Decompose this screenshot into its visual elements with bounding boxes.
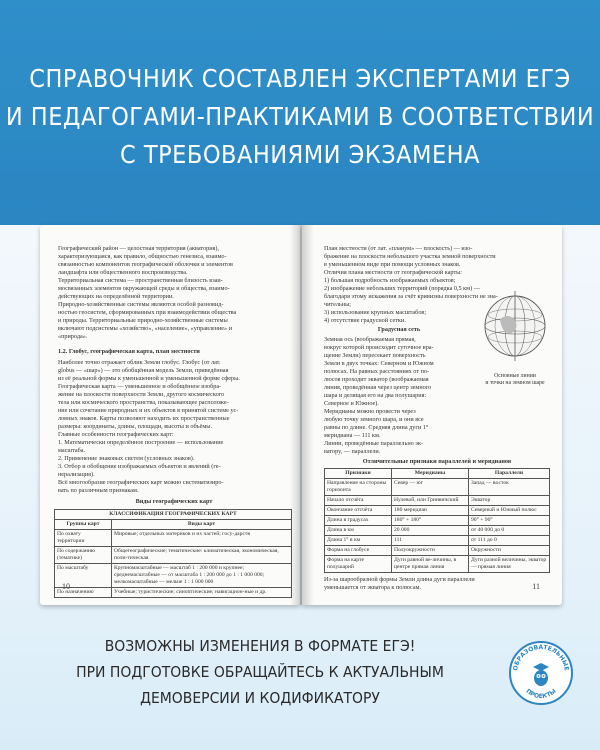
right-grid-text bbox=[324, 336, 474, 456]
text-line: включают подсистемы «хозяйство», «население», «управление» и bbox=[58, 325, 233, 332]
text-line: 2. Применение знаковых систем (условных знаков). bbox=[58, 455, 195, 462]
text-line: Из-за шарообразной формы Земли длина дуги параллели bbox=[324, 576, 475, 583]
text-line: ватору, — параллели. bbox=[324, 448, 381, 455]
badge-text-bottom: ПРОЕКТЫ bbox=[524, 687, 558, 701]
text-line: бражение на плоскости небольшого участка земной поверхности bbox=[324, 253, 496, 260]
table-cell: Длина 1° в км bbox=[325, 536, 392, 546]
table-cell: Длина в градусах bbox=[325, 516, 392, 526]
badge-text-top: ОБРАЗОВАТЕЛЬНЫЕ bbox=[512, 643, 570, 672]
text-line: Земли в двух точках: Северном и Южном bbox=[324, 360, 434, 367]
text-line: вокруг которой происходит суточное вра- bbox=[324, 344, 434, 351]
table-row bbox=[325, 496, 550, 506]
text-line: Главные особенности географических карт: bbox=[58, 431, 174, 438]
right-page bbox=[302, 225, 562, 605]
right-subtitle: Градусная сеть bbox=[377, 326, 421, 333]
meridian-parallel-table bbox=[324, 468, 550, 573]
text-line: тела или космического пространства, показывающее расположе- bbox=[58, 399, 229, 406]
text-line: вать по различным признакам. bbox=[58, 487, 139, 494]
text-line: Отличия плана местности от географической карты: bbox=[324, 269, 463, 276]
table-cell: По охвату территории bbox=[55, 530, 112, 547]
text-line: линия, проведённая через центр земного bbox=[324, 384, 432, 391]
text-line: люсов проходит экватор (воображаемая bbox=[324, 376, 429, 383]
table-cell: Мировые; отдельных материков и их частей; госу-дарств bbox=[112, 530, 292, 547]
table-cell: Форма на карте полушарий bbox=[325, 556, 392, 573]
text-line: шара и делящая его на два полушария: bbox=[324, 392, 427, 399]
text-line: 1) большая подробность изображаемых объектов; bbox=[324, 277, 456, 284]
table-row bbox=[55, 564, 292, 588]
text-line: «природа». bbox=[58, 333, 88, 340]
globe-icon bbox=[478, 289, 552, 363]
owl-icon bbox=[533, 663, 549, 686]
text-line: из её реальной формы к уменьшенной и уменьшенной форме сферы. bbox=[58, 375, 240, 382]
headline-line: И ПЕДАГОГАМИ-ПРАКТИКАМИ В СООТВЕТСТВИИ bbox=[5, 102, 595, 131]
open-book bbox=[40, 225, 562, 613]
text-line: масштаба. bbox=[58, 447, 86, 454]
table-cell: Северный и Южный полюс bbox=[469, 506, 550, 516]
table-row bbox=[55, 530, 292, 547]
table-row bbox=[55, 588, 292, 598]
text-line: Географическая карта — уменьшенное и обобщённое изобра- bbox=[58, 383, 222, 390]
table-cell: Начало отсчёта bbox=[325, 496, 392, 506]
headline-line: С ТРЕБОВАНИЯМИ ЭКЗАМЕНА bbox=[120, 140, 480, 169]
text-line: Всё многообразие географических карт можно систематизиро- bbox=[58, 479, 224, 486]
text-line: План местности (от лат. «планум» — плоскость) — изо- bbox=[324, 245, 473, 252]
table-cell: 111 bbox=[392, 536, 469, 546]
table-cell: Нулевой, или Гринвичский bbox=[392, 496, 469, 506]
text-line: Земная ось (воображаемая прямая, bbox=[324, 336, 416, 343]
text-line: нерализация). bbox=[58, 471, 95, 478]
table-row bbox=[325, 536, 550, 546]
publisher-badge bbox=[508, 640, 574, 706]
table-row bbox=[325, 556, 550, 573]
text-line: ностью геосистем, сформированных при взаимодействии общества bbox=[58, 309, 237, 316]
left-section-title: 1.2. Глобус, географическая карта, план местности bbox=[58, 348, 200, 355]
page-number: 10 bbox=[62, 582, 70, 591]
table-cell: Окружности bbox=[469, 546, 550, 556]
globe-caption-line: Основные линии bbox=[494, 373, 536, 379]
left-table-caption: Виды географических карт bbox=[135, 498, 213, 505]
table-cell: По содержанию (тематике) bbox=[55, 547, 112, 564]
table-cell: Длина в км bbox=[325, 526, 392, 536]
table-cell: Полуокружности bbox=[392, 546, 469, 556]
text-line: 4) отсутствие градусной сетки. bbox=[324, 317, 406, 324]
book-gutter bbox=[290, 225, 314, 605]
table-header: Меридианы bbox=[392, 469, 469, 479]
text-line: globus — «шар») — это обобщённая модель Земли, приведённая bbox=[58, 367, 229, 374]
text-line: 3) использование крупных масштабов; bbox=[324, 309, 427, 316]
table-header: Группы карт bbox=[55, 520, 112, 530]
table-cell: Экватор bbox=[469, 496, 550, 506]
table-cell: от 111 до 0 bbox=[469, 536, 550, 546]
text-line: чительны; bbox=[324, 301, 351, 308]
text-line: размеры: координаты, длины, площади, высоты и объёмы. bbox=[58, 423, 212, 430]
text-line: равны по длине. Средняя длина дуги 1° bbox=[324, 424, 429, 431]
table-header: Параллели bbox=[469, 469, 550, 479]
text-line: любую точку земного шара, и они все bbox=[324, 416, 424, 423]
text-line: Территориальная система — пространственная близость взаи- bbox=[58, 277, 223, 284]
table-row bbox=[325, 526, 550, 536]
text-line: 3. Отбор и обобщение изображаемых объектов и явлений (ге- bbox=[58, 463, 221, 470]
table-row bbox=[325, 516, 550, 526]
map-classification-table bbox=[54, 509, 292, 598]
notice-line: ВОЗМОЖНЫ ИЗМЕНЕНИЯ В ФОРМАТЕ ЕГЭ! bbox=[104, 637, 416, 655]
table-cell: Учебные; туристические; синоптические; навигацион-ные и др. bbox=[112, 588, 292, 598]
headline bbox=[0, 60, 600, 174]
text-line: 1. Математически определённое построение — использование bbox=[58, 439, 224, 446]
text-line: Географический район — целостная территория (акватория), bbox=[58, 245, 219, 252]
table-row bbox=[325, 479, 550, 496]
text-line: ловных знаков. Карты позволяют находить их пространственные bbox=[58, 415, 230, 422]
notice-line: ДЕМОВЕРСИИ И КОДИФИКАТОРУ bbox=[140, 689, 380, 707]
text-line: уменьшается от экватора к полюсам. bbox=[324, 584, 422, 591]
table-cell: Общегеографические; тематические: климатическая, экономическая, поли-тическая bbox=[112, 547, 292, 564]
bottom-notice bbox=[0, 633, 520, 711]
table-cell: от 40 000 до 0 bbox=[469, 526, 550, 536]
table-row bbox=[325, 506, 550, 516]
text-line: характеризующаяся, как правило, общностью генезиса, взаимо- bbox=[58, 253, 227, 260]
text-line: Линии, проведённые параллельно эк- bbox=[324, 440, 424, 447]
table-row bbox=[325, 546, 550, 556]
headline-line: СПРАВОЧНИК СОСТАВЛЕН ЭКСПЕРТАМИ ЕГЭ bbox=[29, 64, 571, 93]
notice-line: ПРИ ПОДГОТОВКЕ ОБРАЩАЙТЕСЬ К АКТУАЛЬНЫМ bbox=[76, 663, 444, 681]
text-line: ние или сочетание природных и их объектов в принятой системе ус- bbox=[58, 407, 239, 414]
globe-caption-line: и точки на земном шаре bbox=[485, 380, 545, 386]
text-line: ландшафта или общественного воспроизводства. bbox=[58, 269, 188, 276]
text-line: щение Земли) пересекает поверхность bbox=[324, 352, 426, 359]
table-cell: По масштабу bbox=[55, 564, 112, 588]
right-table-title: Отличительные признаки параллелей и меридианов bbox=[362, 458, 512, 465]
text-line: и природы. Территориальные природно-хозяйственные системы bbox=[58, 317, 228, 324]
table-body bbox=[325, 479, 550, 573]
text-line: благодаря этому искажения за счёт кривизны поверхности не зна- bbox=[324, 293, 498, 300]
table-cell: 180° + 180° bbox=[392, 516, 469, 526]
text-line: действующих на определённой территории. bbox=[58, 293, 174, 300]
text-line: в уменьшенном виде при помощи условных знаков. bbox=[324, 261, 461, 268]
text-line: мосвязанных элементов окружающей среды и общества, взаимо- bbox=[58, 285, 230, 292]
table-cell: По назначению bbox=[55, 588, 112, 598]
text-line: жение на плоскости поверхности Земли, другого космического bbox=[58, 391, 225, 398]
table-cell: Запад — восток bbox=[469, 479, 550, 496]
globe-caption bbox=[474, 373, 556, 387]
table-cell: Дуги равной ве-личины, в центре прямая линия bbox=[392, 556, 469, 573]
table-cell: Форма на глобусе bbox=[325, 546, 392, 556]
table-cell: 180 меридиан bbox=[392, 506, 469, 516]
table-header: Виды карт bbox=[112, 520, 292, 530]
table-cell: Крупномасштабные — масштаб 1 : 200 000 и крупнее; среднемасштабные — от масштаба 1 : 200 000 до 1 : 1 000 000; мелкомасштабные — мельче 1 : 1 000 000 bbox=[112, 564, 292, 588]
left-intro bbox=[58, 245, 290, 341]
left-section-text bbox=[58, 359, 290, 495]
text-line: полюсах. На равных расстояниях от по- bbox=[324, 368, 430, 375]
table-cell: 20 000 bbox=[392, 526, 469, 536]
table-cell: Север — юг bbox=[392, 479, 469, 496]
table-cell: Окончание отсчёта bbox=[325, 506, 392, 516]
text-line: Природно-хозяйственные системы являются особой разновид- bbox=[58, 301, 224, 308]
text-line: меридиана — 111 км. bbox=[324, 432, 381, 439]
table-cell: 90° + 90° bbox=[469, 516, 550, 526]
left-page bbox=[40, 225, 300, 605]
table-cell: Дуги разной величины, экватор — прямая линия bbox=[469, 556, 550, 573]
page-number: 11 bbox=[532, 582, 540, 591]
table-title: КЛАССИФИКАЦИЯ ГЕОГРАФИЧЕСКИХ КАРТ bbox=[55, 510, 292, 520]
table-row bbox=[55, 547, 292, 564]
text-line: 2) изображение небольших территорий (порядка 0,5 км) — bbox=[324, 285, 480, 292]
text-line: Северное и Южное). bbox=[324, 400, 379, 407]
table-cell: Направление на стороны горизонта bbox=[325, 479, 392, 496]
text-line: Меридианы можно провести через bbox=[324, 408, 416, 415]
text-line: Наиболее точно отражает облик Земли глобус. Глобус (от лат. bbox=[58, 359, 221, 366]
text-line: связанностью компонентов географической оболочки и элементов bbox=[58, 261, 233, 268]
right-bottom-text bbox=[324, 576, 550, 592]
table-header: Признаки bbox=[325, 469, 392, 479]
